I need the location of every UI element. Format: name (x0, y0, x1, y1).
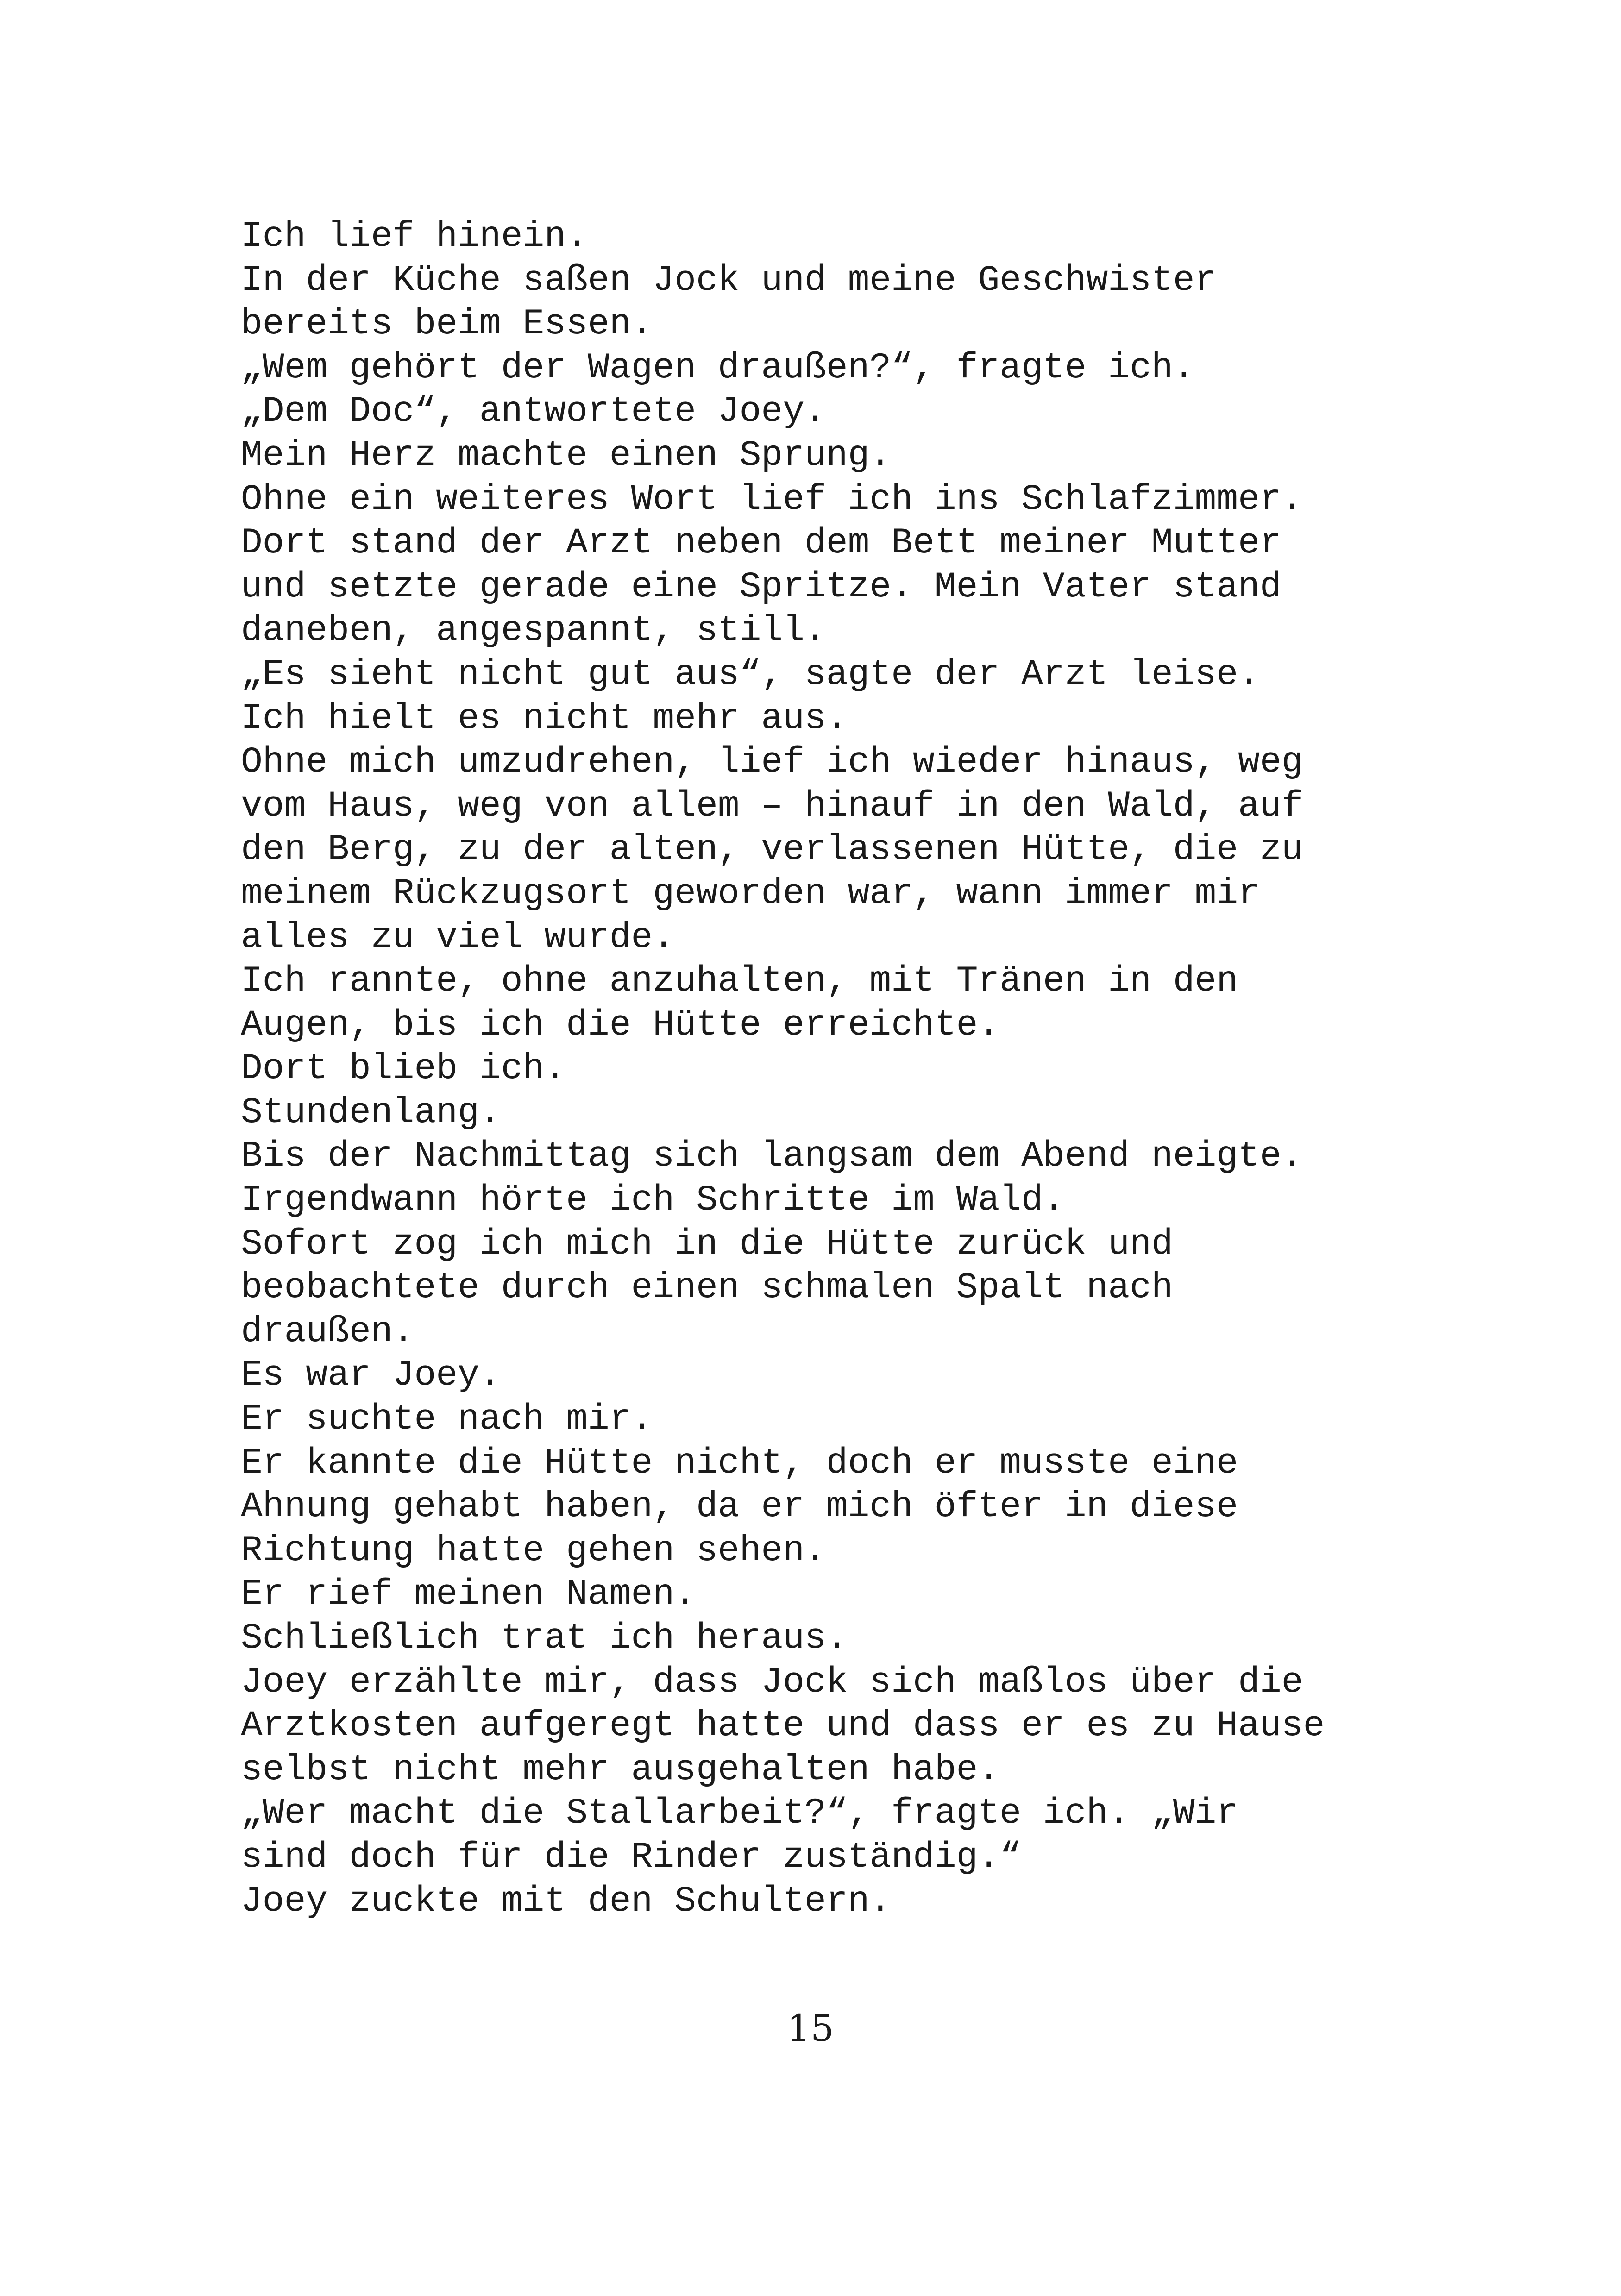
text-line: Ahnung gehabt haben, da er mich öfter in diese (241, 1487, 1238, 1528)
text-line: Er suchte nach mir. (241, 1399, 653, 1440)
text-line: Schließlich trat ich heraus. (241, 1618, 848, 1659)
text-line: Dort stand der Arzt neben dem Bett meiner Mutter (241, 523, 1282, 564)
text-line: draußen. (241, 1311, 415, 1352)
text-line: In der Küche saßen Jock und meine Geschwister (241, 260, 1217, 301)
text-line: Mein Herz machte einen Sprung. (241, 435, 892, 476)
text-line: Irgendwann hörte ich Schritte im Wald. (241, 1180, 1065, 1221)
text-line: Er kannte die Hütte nicht, doch er musste eine (241, 1443, 1238, 1484)
text-line: Stundenlang. (241, 1092, 501, 1133)
text-line: „Wem gehört der Wagen draußen?“, fragte ich. (241, 347, 1195, 389)
text-line: beobachtete durch einen schmalen Spalt nach (241, 1267, 1173, 1309)
text-line: Ich lief hinein. (241, 216, 588, 257)
text-line: Sofort zog ich mich in die Hütte zurück und (241, 1223, 1173, 1265)
text-line: Bis der Nachmittag sich langsam dem Abend neigte. (241, 1136, 1303, 1177)
text-line: „Es sieht nicht gut aus“, sagte der Arzt leise. (241, 654, 1260, 695)
text-line: Arztkosten aufgeregt hatte und dass er es zu Hause (241, 1706, 1325, 1747)
text-line: „Dem Doc“, antwortete Joey. (241, 391, 826, 433)
text-line: Ohne mich umzudrehen, lief ich wieder hinaus, weg (241, 742, 1303, 783)
text-line: vom Haus, weg von allem – hinauf in den Wald, auf (241, 785, 1303, 827)
text-line: meinem Rückzugsort geworden war, wann immer mir (241, 873, 1260, 914)
text-line: sind doch für die Rinder zuständig.“ (241, 1837, 1022, 1878)
text-line: den Berg, zu der alten, verlassenen Hütte, die zu (241, 829, 1303, 871)
body-text (241, 215, 1445, 1923)
text-line: daneben, angespannt, still. (241, 610, 826, 652)
text-line: Richtung hatte gehen sehen. (241, 1530, 826, 1571)
text-line: Joey erzählte mir, dass Jock sich maßlos über die (241, 1662, 1303, 1703)
text-line: Es war Joey. (241, 1355, 501, 1396)
text-line: selbst nicht mehr ausgehalten habe. (241, 1749, 1000, 1790)
text-line: Joey zuckte mit den Schultern. (241, 1881, 892, 1922)
text-line: Er rief meinen Namen. (241, 1574, 696, 1615)
text-line: Ich rannte, ohne anzuhalten, mit Tränen in den (241, 961, 1238, 1002)
text-line: Ohne ein weiteres Wort lief ich ins Schlafzimmer. (241, 479, 1303, 520)
text-line: Augen, bis ich die Hütte erreichte. (241, 1004, 1000, 1046)
page-number: 15 (787, 2007, 834, 2050)
text-line: Ich hielt es nicht mehr aus. (241, 698, 848, 739)
text-line: Dort blieb ich. (241, 1048, 566, 1090)
text-line: bereits beim Essen. (241, 304, 653, 345)
text-line: alles zu viel wurde. (241, 917, 675, 958)
text-line: und setzte gerade eine Spritze. Mein Vater stand (241, 566, 1282, 608)
text-line: „Wer macht die Stallarbeit?“, fragte ich. „Wir (241, 1793, 1238, 1834)
